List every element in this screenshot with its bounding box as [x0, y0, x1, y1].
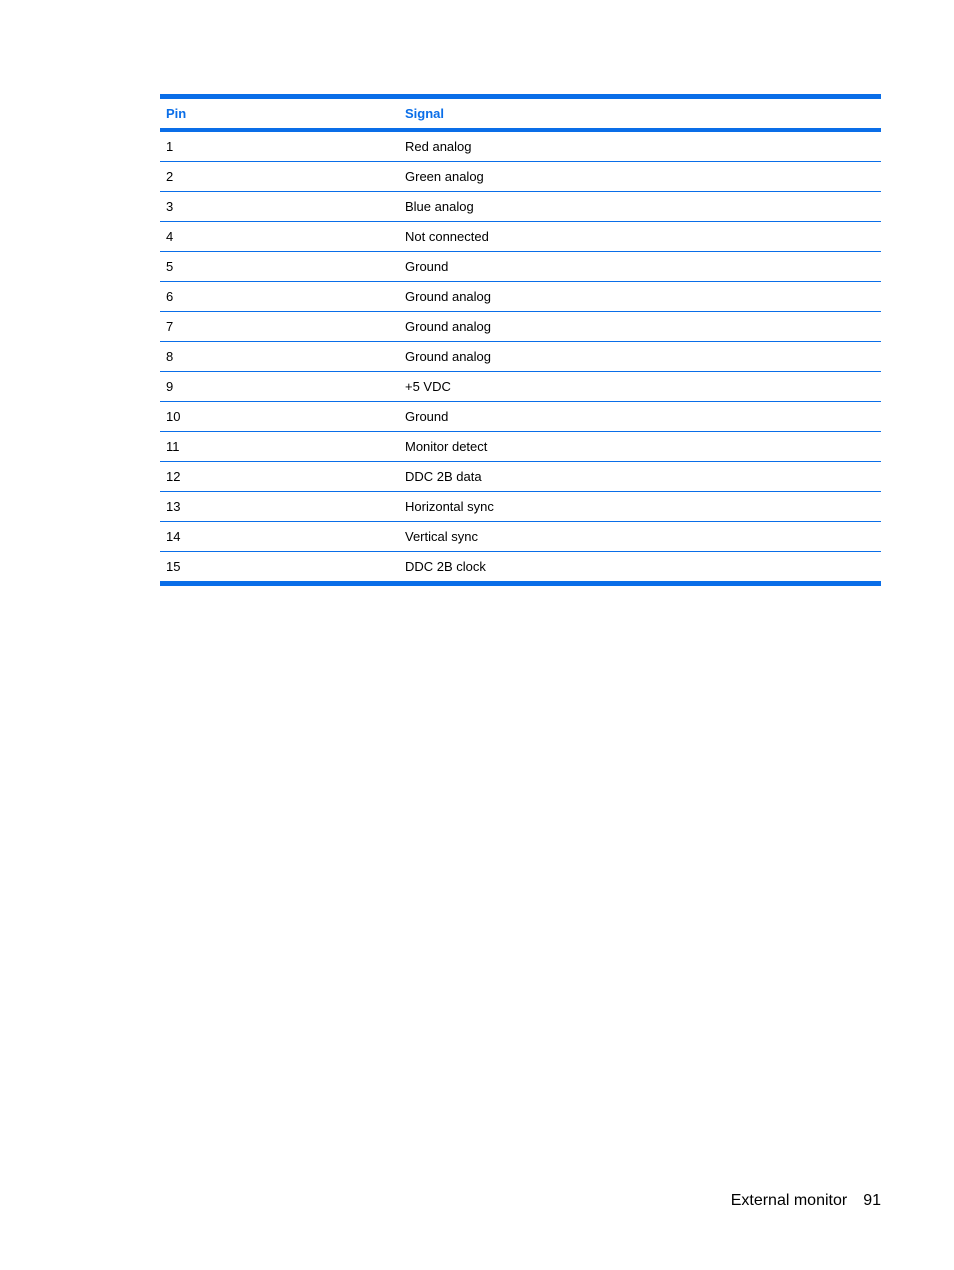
footer-section-title: External monitor: [730, 1192, 848, 1209]
table-row: [160, 432, 881, 462]
signal-cell: +5 VDC: [399, 372, 881, 402]
table-row: [160, 222, 881, 252]
signal-cell: Monitor detect: [399, 432, 881, 462]
header-pin: Pin: [160, 97, 399, 131]
table-row: [160, 282, 881, 312]
signal-cell: Horizontal sync: [399, 492, 881, 522]
signal-cell: Ground analog: [399, 282, 881, 312]
page-number: 91: [863, 1192, 881, 1209]
signal-cell: Red analog: [399, 130, 881, 162]
pin-cell: 2: [160, 162, 399, 192]
pin-cell: 12: [160, 462, 399, 492]
pin-cell: 14: [160, 522, 399, 552]
pin-cell: 15: [166, 559, 181, 574]
table-row: [160, 372, 881, 402]
pin-cell: 7: [160, 312, 399, 342]
table-row: [160, 312, 881, 342]
table-row: [160, 130, 881, 162]
signal-cell: Not connected: [399, 222, 881, 252]
pin-cell: 3: [160, 192, 399, 222]
signal-cell: DDC 2B clock: [405, 559, 486, 574]
signal-cell: Ground analog: [399, 342, 881, 372]
signal-cell: Blue analog: [399, 192, 881, 222]
signal-cell: DDC 2B data: [399, 462, 881, 492]
pin-cell: 11: [160, 432, 399, 462]
table-row: [160, 342, 881, 372]
page-footer: [731, 1192, 881, 1210]
signal-cell: Vertical sync: [399, 522, 881, 552]
pin-cell: 10: [160, 402, 399, 432]
pin-cell: 5: [160, 252, 399, 282]
pin-cell: 6: [160, 282, 399, 312]
header-row: [160, 97, 881, 131]
table-row: [160, 462, 881, 492]
pin-cell: 9: [160, 372, 399, 402]
pin-cell: 8: [160, 342, 399, 372]
pin-cell: 4: [160, 222, 399, 252]
table-row: [160, 192, 881, 222]
pin-cell: 13: [160, 492, 399, 522]
table-row: [160, 522, 881, 552]
signal-cell: Ground analog: [399, 312, 881, 342]
header-signal: Signal: [399, 97, 881, 131]
table-row: [160, 492, 881, 522]
table-row: [160, 402, 881, 432]
table-body: [160, 130, 881, 584]
table-row: [160, 552, 881, 584]
table-header: [160, 97, 881, 131]
signal-cell: Ground: [399, 252, 881, 282]
table-row: [160, 162, 881, 192]
signal-cell: Green analog: [399, 162, 881, 192]
pin-cell: 1: [160, 130, 399, 162]
table-row: [160, 252, 881, 282]
signal-cell: Ground: [399, 402, 881, 432]
pin-signal-table: [160, 94, 881, 586]
